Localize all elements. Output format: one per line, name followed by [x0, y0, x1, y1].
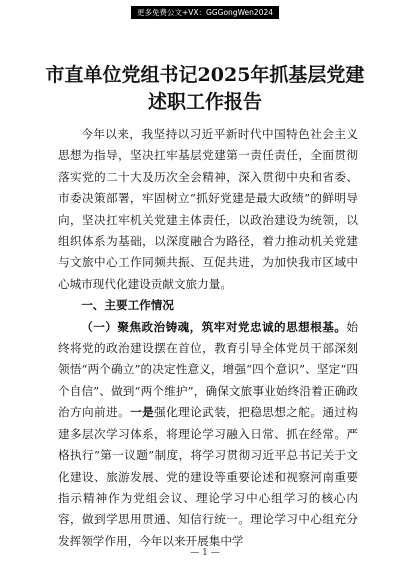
point-text: 强化理论武装，把稳思想之舵。通过构建多层次学习体系，将理论学习融入日常、抓在经常。严格执行“第一议题”制度，将学习贯彻习近平总书记关于文化建设、旅游发展、党的建设等重要论述和视察河南重要指示精神作为党组会议、理论学习中心组学习的核心内容，做到学思用贯通、知信行统一。理论学习中心组充分发挥领学作用，今年以来开展集中学 — [58, 405, 358, 548]
point-marker: 一是 — [130, 405, 155, 420]
subsection-heading: （一）聚焦政治铸魂，筑牢对党忠诚的思想根基。 — [81, 319, 347, 334]
page-number: — 1 — — [190, 548, 220, 558]
banner-text: 更多免费公文+VX：GGGongWen2024 — [131, 6, 279, 19]
top-banner — [0, 6, 410, 19]
document-body — [58, 124, 358, 552]
section-heading: 一、主要工作情况 — [81, 298, 174, 313]
intro-paragraph: 今年以来，我坚持以习近平新时代中国特色社会主义思想为指导，坚决扛牢基层党建第一责任责任，全面贯彻落实党的二十大及历次全会精神，深入贯彻中央和省委、市委决策部署，牢固树立“抓好党建是最大政绩”的鲜明导向，坚决扛牢机关党建主体责任，以政治建设为统领，以组织体系为基础，以深度融合为路径，着力推动机关党建与文旅中心工作同频共振、互促共进，为加快我市区域中心城市现代化建设贡献文旅力量。 — [58, 127, 358, 291]
subsection-paragraph — [58, 317, 358, 552]
subsection-text: 始终将党的政治建设摆在首位，教育引导全体党员干部深刻领悟“两个确立”的决定性意义，增强“四个意识”、坚定“四个自信”、做到“两个维护”，确保文旅事业始终沿着正确政治方向前进。 — [58, 319, 358, 420]
document-title: 市直单位党组书记2025年抓基层党建述职工作报告 — [45, 64, 365, 113]
